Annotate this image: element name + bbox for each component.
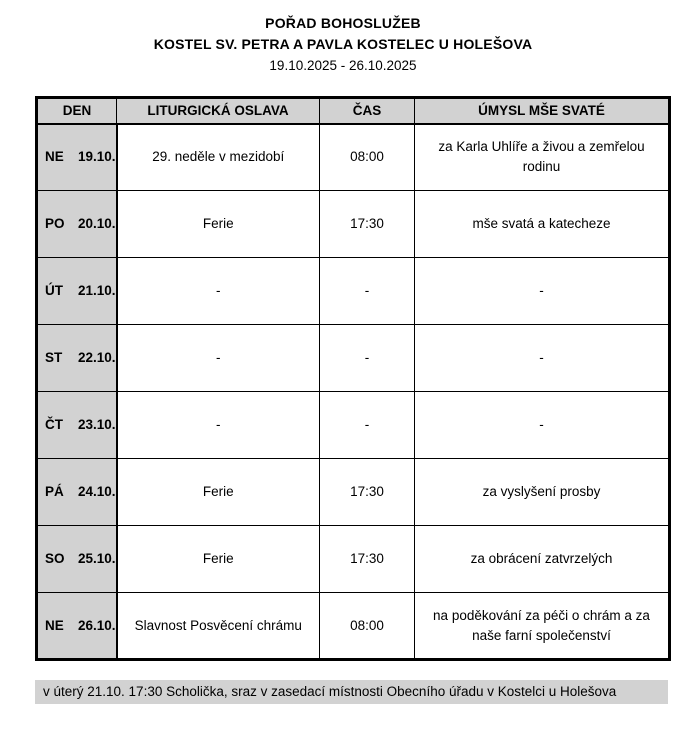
day-cell: [37, 392, 117, 459]
table-row: [37, 593, 670, 660]
document-header: [0, 0, 686, 76]
schedule-table-header: [37, 98, 670, 124]
intention-cell: mše svatá a katecheze: [415, 191, 670, 258]
intention-cell: za Karla Uhlíře a živou a zemřelou rodinu: [415, 124, 670, 191]
day-abbreviation: ÚT: [45, 283, 63, 298]
intention-cell: -: [415, 258, 670, 325]
day-date: 22.10.: [78, 350, 116, 365]
day-date: 25.10.: [78, 551, 116, 566]
day-abbreviation: ČT: [45, 417, 63, 432]
day-cell: [37, 124, 117, 191]
day-cell: [37, 593, 117, 660]
table-row: [37, 191, 670, 258]
table-row: [37, 325, 670, 392]
schedule-body: [37, 124, 670, 660]
day-cell: [37, 459, 117, 526]
celebration-cell: -: [117, 258, 320, 325]
table-row: [37, 526, 670, 593]
day-cell: [37, 258, 117, 325]
column-header-cas: ČAS: [320, 98, 415, 124]
table-row: [37, 258, 670, 325]
footer-note: v úterý 21.10. 17:30 Scholička, sraz v zasedací místnosti Obecního úřadu v Kostelci u Holešova: [35, 680, 668, 704]
day-cell: [37, 191, 117, 258]
time-cell: 17:30: [320, 526, 415, 593]
page-title: POŘAD BOHOSLUŽEB: [265, 15, 421, 31]
day-abbreviation: PO: [45, 216, 65, 231]
celebration-cell: Ferie: [117, 459, 320, 526]
table-row: [37, 392, 670, 459]
church-name: KOSTEL SV. PETRA A PAVLA KOSTELEC U HOLEŠOVA: [153, 36, 533, 52]
day-abbreviation: SO: [45, 551, 65, 566]
day-abbreviation: ST: [45, 350, 63, 365]
time-cell: -: [320, 325, 415, 392]
table-row: [37, 124, 670, 191]
day-cell: [37, 526, 117, 593]
celebration-cell: 29. neděle v mezidobí: [117, 124, 320, 191]
time-cell: 08:00: [320, 124, 415, 191]
celebration-cell: Ferie: [117, 191, 320, 258]
intention-cell: -: [415, 392, 670, 459]
schedule-table: [35, 96, 671, 661]
time-cell: 17:30: [320, 459, 415, 526]
intention-cell: za vyslyšení prosby: [415, 459, 670, 526]
time-cell: 17:30: [320, 191, 415, 258]
time-cell: 08:00: [320, 593, 415, 660]
intention-cell: -: [415, 325, 670, 392]
celebration-cell: Slavnost Posvěcení chrámu: [117, 593, 320, 660]
day-cell: [37, 325, 117, 392]
time-cell: -: [320, 392, 415, 459]
date-range: 19.10.2025 - 26.10.2025: [269, 58, 417, 73]
column-header-den: DEN: [37, 98, 117, 124]
intention-cell: za obrácení zatvrzelých: [415, 526, 670, 593]
column-header-umysl: ÚMYSL MŠE SVATÉ: [415, 98, 670, 124]
time-cell: -: [320, 258, 415, 325]
day-date: 26.10.: [78, 617, 116, 633]
day-date: 23.10.: [78, 417, 116, 432]
day-abbreviation: NE: [45, 617, 64, 633]
day-date: 24.10.: [78, 484, 116, 499]
column-header-liturgicka-oslava: LITURGICKÁ OSLAVA: [117, 98, 320, 124]
day-abbreviation: PÁ: [45, 484, 64, 499]
intention-cell: na poděkování za péči o chrám a za naše farní společenství: [415, 593, 670, 660]
day-date: 19.10.: [78, 149, 116, 165]
day-abbreviation: NE: [45, 149, 64, 165]
celebration-cell: -: [117, 325, 320, 392]
table-row: [37, 459, 670, 526]
day-date: 20.10.: [78, 216, 116, 231]
day-date: 21.10.: [78, 283, 116, 298]
header-row: [37, 98, 670, 124]
celebration-cell: Ferie: [117, 526, 320, 593]
celebration-cell: -: [117, 392, 320, 459]
